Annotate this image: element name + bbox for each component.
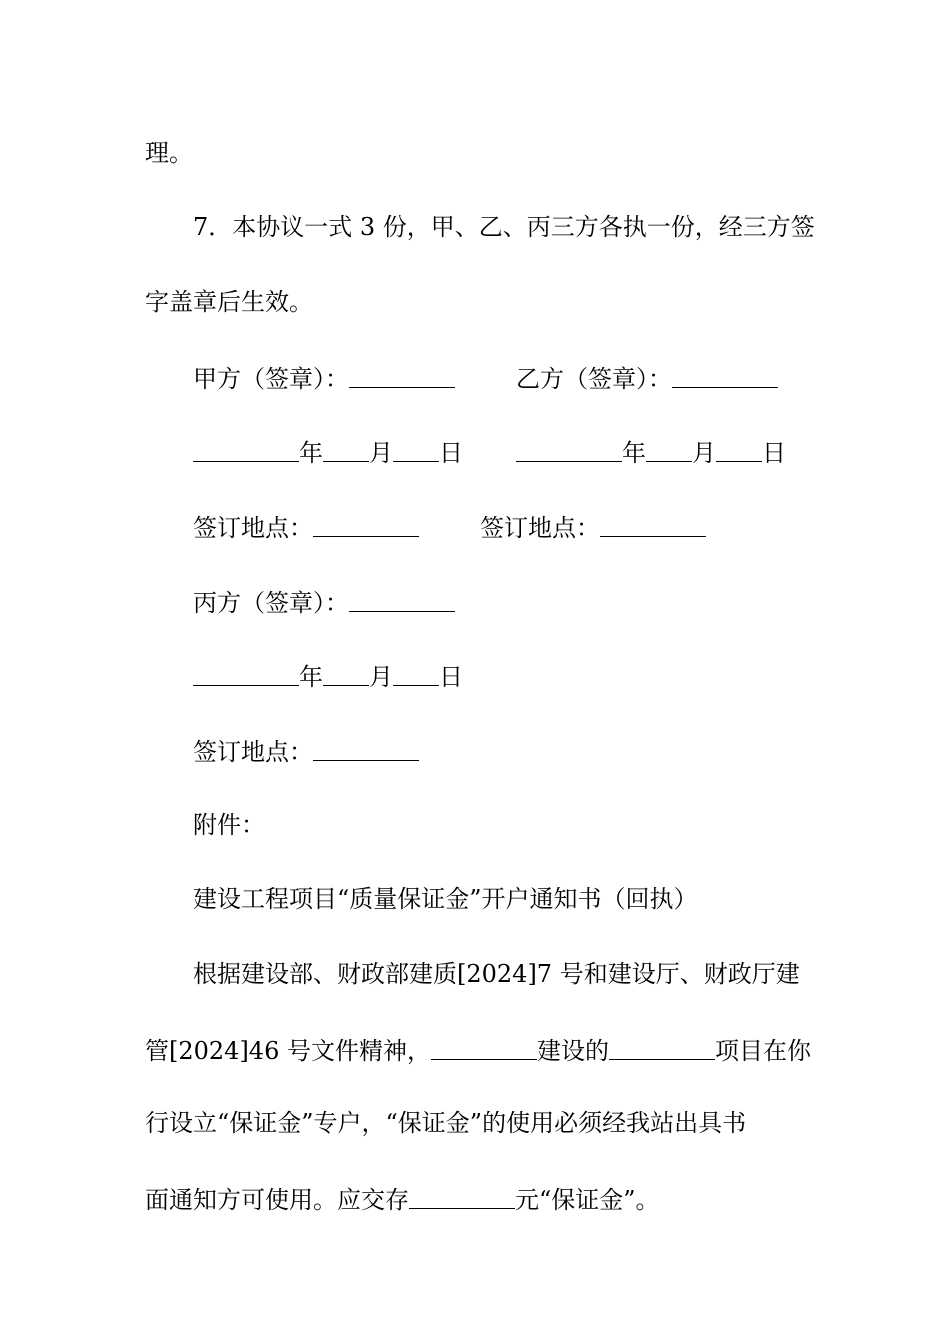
year-blank[interactable] bbox=[516, 439, 622, 462]
party-a-signature-blank[interactable] bbox=[349, 365, 455, 388]
month-label: 月 bbox=[692, 439, 716, 467]
party-a-date bbox=[193, 439, 463, 465]
year-label: 年 bbox=[299, 663, 323, 691]
sign-place-blank[interactable] bbox=[313, 514, 419, 537]
text: 行设立“保证金”专户，“保证金”的使用必须经我站出具书 bbox=[145, 1109, 747, 1137]
year-label: 年 bbox=[299, 439, 323, 467]
text: 理。 bbox=[145, 139, 193, 167]
party-b-signature bbox=[516, 365, 778, 391]
party-c-signature-blank[interactable] bbox=[349, 589, 455, 612]
text: 建设的 bbox=[536, 1037, 609, 1065]
amount-blank[interactable] bbox=[409, 1186, 515, 1209]
sign-place-label: 签订地点： bbox=[480, 514, 600, 542]
party-a-signature bbox=[193, 365, 455, 391]
text: 7．本协议一式 3 份，甲、乙、丙三方各执一份，经三方签 bbox=[193, 213, 815, 241]
text: 字盖章后生效。 bbox=[145, 288, 313, 316]
text: 管[2024]46 号文件精神， bbox=[145, 1037, 431, 1065]
notice-line-3 bbox=[145, 1111, 746, 1135]
text: 面通知方可使用。应交存 bbox=[145, 1186, 409, 1214]
party-b-sign-place bbox=[480, 514, 706, 540]
paragraph-end-line bbox=[145, 141, 193, 165]
notice-title bbox=[193, 887, 698, 911]
party-c-label: 丙方（签章）： bbox=[193, 589, 349, 617]
day-label: 日 bbox=[439, 663, 463, 691]
day-blank[interactable] bbox=[393, 439, 439, 462]
text: 根据建设部、财政部建质[2024]7 号和建设厅、财政厅建 bbox=[193, 960, 800, 988]
text: 项目在你 bbox=[714, 1037, 811, 1065]
party-c-date bbox=[193, 663, 463, 689]
text: 建设工程项目“质量保证金”开户通知书（回执） bbox=[193, 885, 698, 913]
party-b-label: 乙方（签章）： bbox=[516, 365, 672, 393]
month-blank[interactable] bbox=[323, 663, 369, 686]
month-blank[interactable] bbox=[646, 439, 692, 462]
year-blank[interactable] bbox=[193, 663, 299, 686]
notice-line-4 bbox=[145, 1186, 660, 1212]
sign-place-label: 签订地点： bbox=[193, 738, 313, 766]
day-blank[interactable] bbox=[716, 439, 762, 462]
clause-7-line-2 bbox=[145, 290, 313, 314]
notice-line-2 bbox=[145, 1037, 811, 1063]
text: 附件： bbox=[193, 811, 265, 839]
project-blank[interactable] bbox=[609, 1037, 715, 1060]
party-a-label: 甲方（签章）： bbox=[193, 365, 349, 393]
party-b-signature-blank[interactable] bbox=[672, 365, 778, 388]
builder-blank[interactable] bbox=[431, 1037, 537, 1060]
clause-7-line-1 bbox=[193, 215, 815, 239]
month-label: 月 bbox=[369, 439, 393, 467]
text: 元“保证金”。 bbox=[515, 1186, 660, 1214]
party-c-signature bbox=[193, 589, 455, 615]
sign-place-blank[interactable] bbox=[600, 514, 706, 537]
party-b-date bbox=[516, 439, 786, 465]
month-label: 月 bbox=[369, 663, 393, 691]
sign-place-label: 签订地点： bbox=[193, 514, 313, 542]
party-c-sign-place bbox=[193, 738, 419, 764]
party-a-sign-place bbox=[193, 514, 419, 540]
day-label: 日 bbox=[439, 439, 463, 467]
day-label: 日 bbox=[762, 439, 786, 467]
attachment-heading bbox=[193, 813, 265, 837]
year-label: 年 bbox=[622, 439, 646, 467]
notice-line-1 bbox=[193, 962, 800, 986]
sign-place-blank[interactable] bbox=[313, 738, 419, 761]
year-blank[interactable] bbox=[193, 439, 299, 462]
month-blank[interactable] bbox=[323, 439, 369, 462]
day-blank[interactable] bbox=[393, 663, 439, 686]
